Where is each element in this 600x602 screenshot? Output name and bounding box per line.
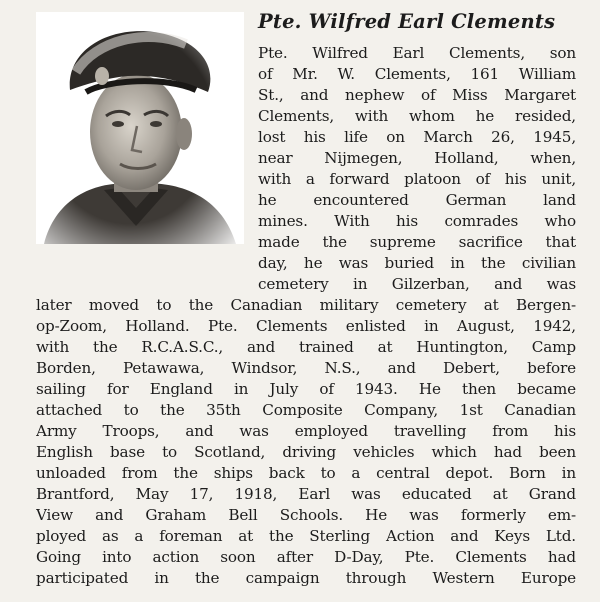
body-line: made the supreme sacrifice that (258, 233, 576, 251)
body-line: St., and nephew of Miss Margaret (258, 86, 576, 104)
body-line: near Nijmegen, Holland, when, (258, 149, 576, 167)
body-line: later moved to the Canadian military cemetery at Bergen- (36, 296, 576, 314)
body-line: op-Zoom, Holland. Pte. Clements enlisted in August, 1942, (36, 317, 576, 335)
body-line: with a forward platoon of his unit, (258, 170, 576, 188)
body-line: Clements, with whom he resided, (258, 107, 576, 125)
body-line: View and Graham Bell Schools. He was formerly em- (36, 506, 576, 524)
body-line: Going into action soon after D-Day, Pte. Clements had (36, 548, 576, 566)
body-line: Pte. Wilfred Earl Clements, son (258, 44, 576, 62)
body-line: sailing for England in July of 1943. He then became (36, 380, 576, 398)
body-line: mines. With his comrades who (258, 212, 576, 230)
body-line: with the R.C.A.S.C., and trained at Huntington, Camp (36, 338, 576, 356)
body-line: Borden, Petawawa, Windsor, N.S., and Debert, before (36, 359, 576, 377)
portrait-photo (36, 12, 244, 244)
body-line: day, he was buried in the civilian (258, 254, 576, 272)
body-line: attached to the 35th Composite Company, 1st Canadian (36, 401, 576, 419)
body-line: English base to Scotland, driving vehicles which had been (36, 443, 576, 461)
body-line: participated in the campaign through Western Europe (36, 569, 576, 587)
body-line: lost his life on March 26, 1945, (258, 128, 576, 146)
body-line: Army Troops, and was employed travelling from his (36, 422, 576, 440)
body-line: he encountered German land (258, 191, 576, 209)
headline: Pte. Wilfred Earl Clements (258, 10, 556, 33)
body-line: unloaded from the ships back to a central depot. Born in (36, 464, 576, 482)
body-line: cemetery in Gilzerban, and was (258, 275, 576, 293)
body-line: Brantford, May 17, 1918, Earl was educated at Grand (36, 485, 576, 503)
body-line: of Mr. W. Clements, 161 William (258, 65, 576, 83)
body-line: ployed as a foreman at the Sterling Action and Keys Ltd. (36, 527, 576, 545)
